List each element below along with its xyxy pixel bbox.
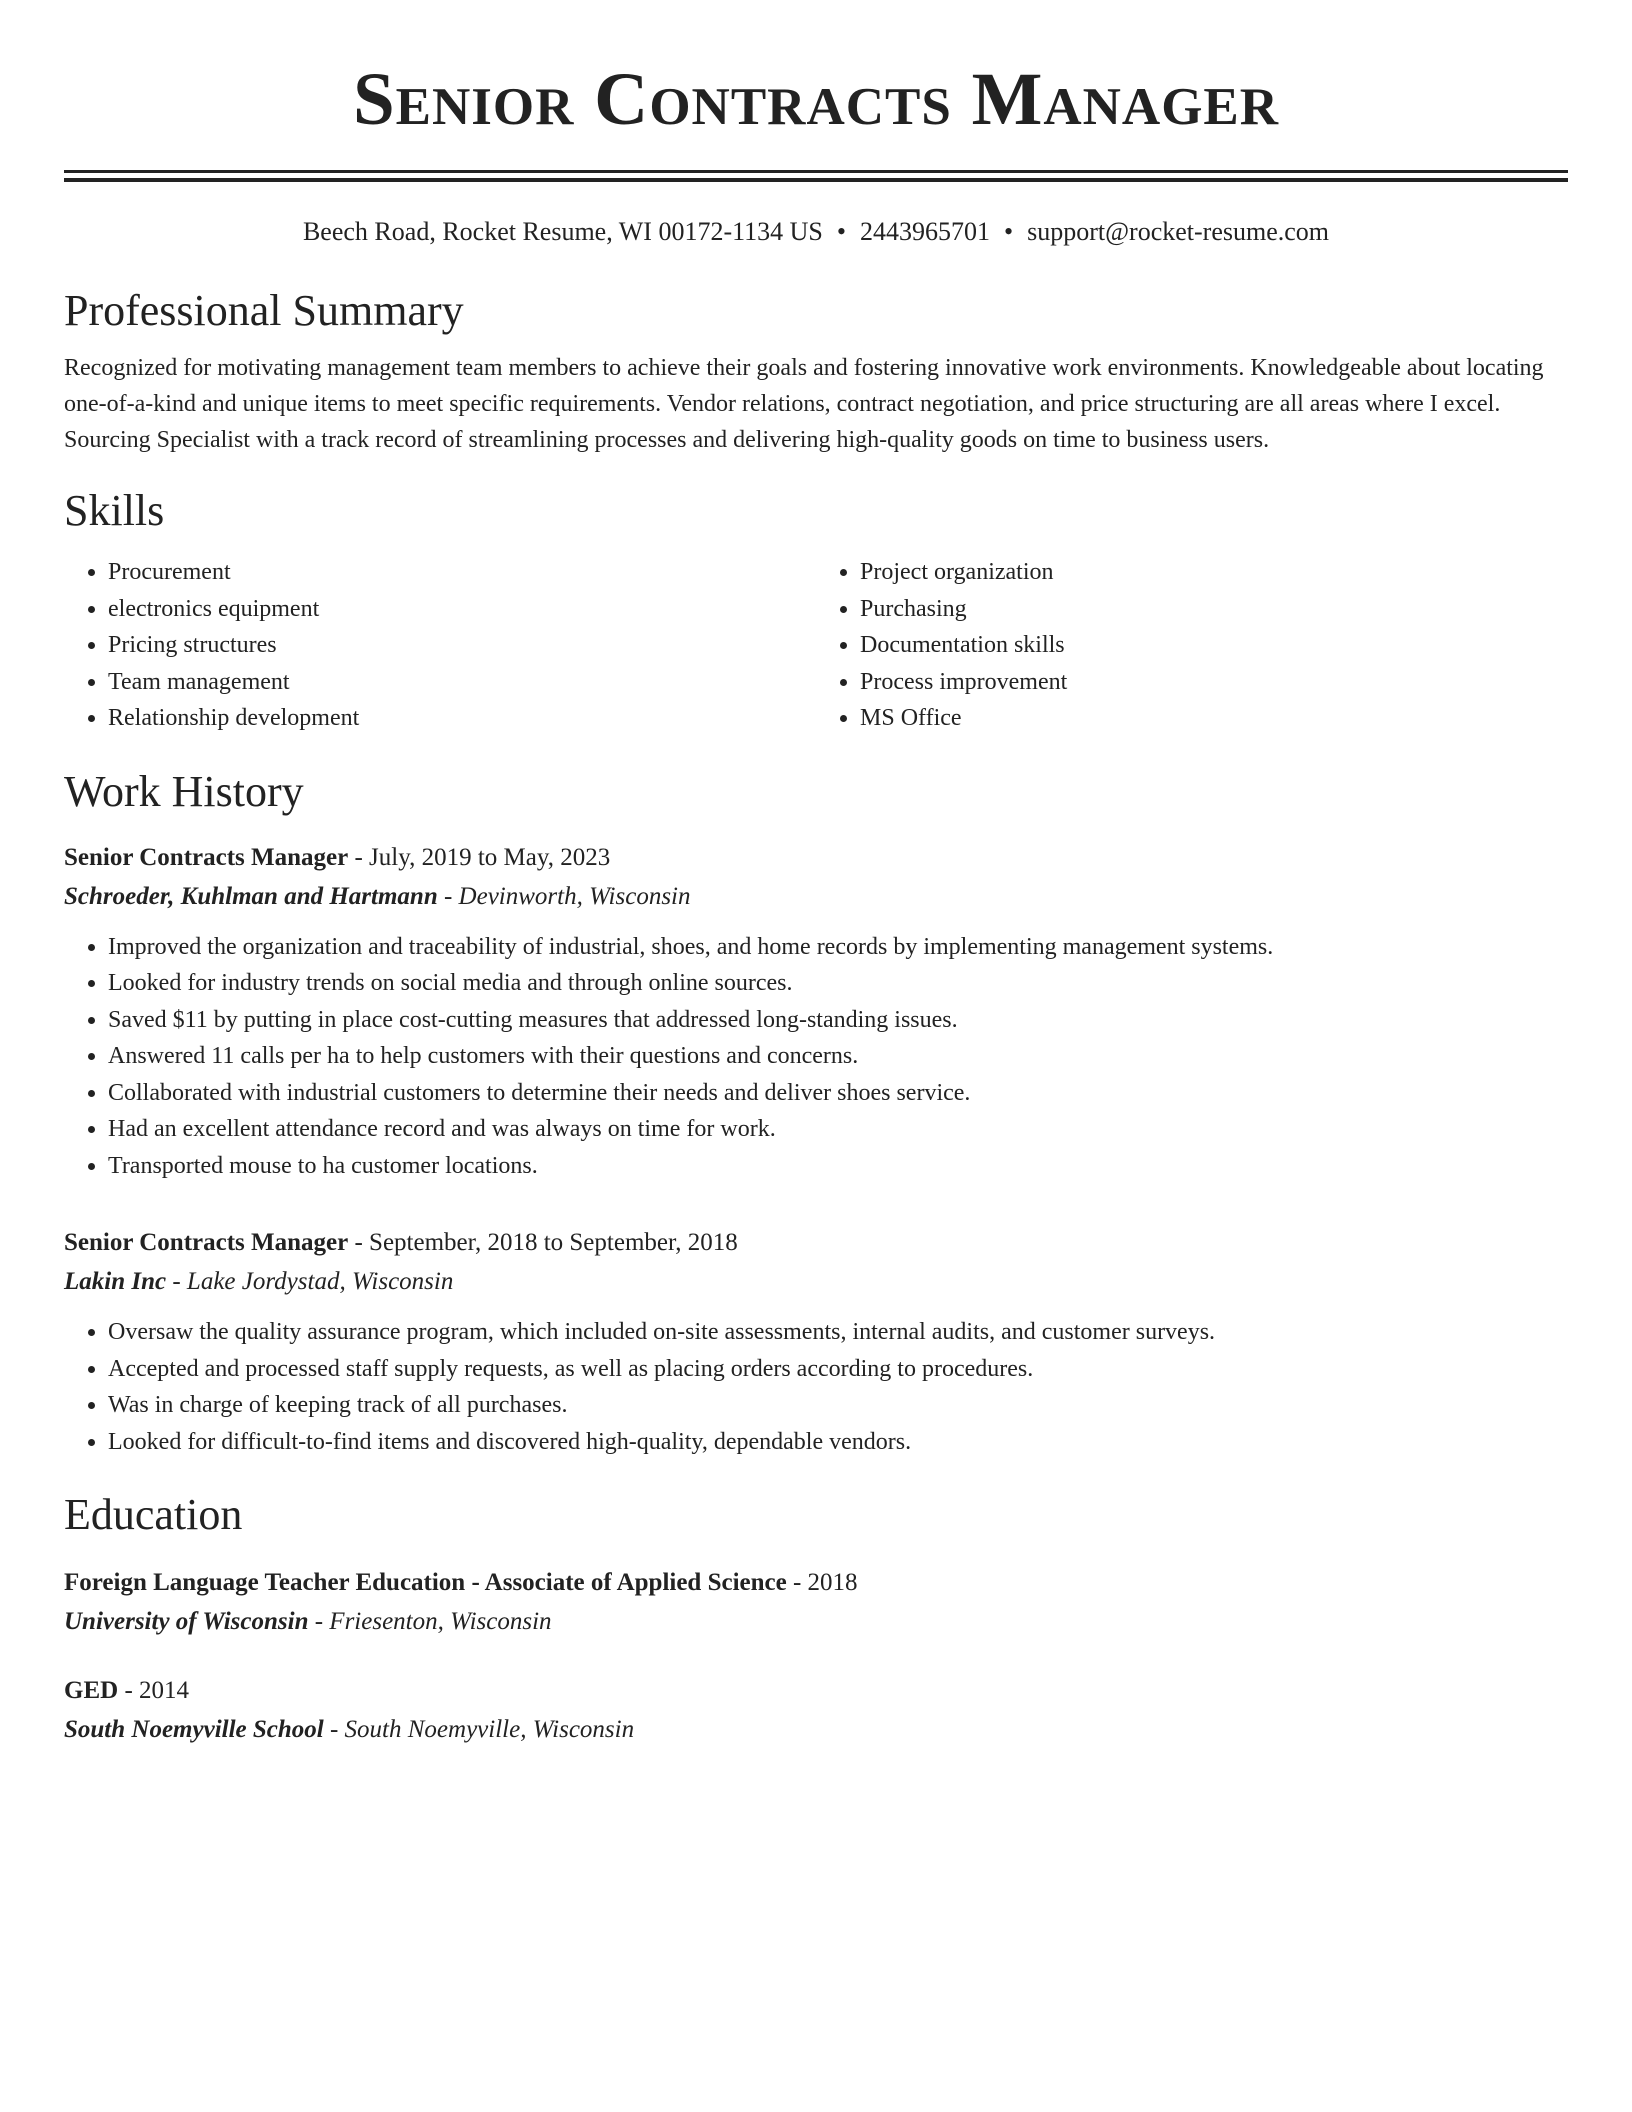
job-title-line bbox=[64, 1224, 1568, 1262]
education-location: - South Noemyville, Wisconsin bbox=[323, 1716, 635, 1743]
resume-name: Senior Contracts Manager bbox=[352, 58, 1280, 141]
skill-item: • Documentation skills bbox=[860, 627, 1568, 664]
job-title-line bbox=[64, 839, 1568, 877]
education-school-line bbox=[64, 1710, 1568, 1750]
summary-text: Recognized for motivating management team members to achieve their goals and fostering innovative work environments. Knowledgeable about locating one-of-a-kind and unique items to meet specific requirements. Vendor relations, contract negotiation, and price structuring are all areas where I excel. Sourcing Specialist with a track record of streamlining processes and delivering high-quality goods on time to business users. bbox=[64, 355, 1544, 453]
skills-column-right bbox=[816, 554, 1568, 737]
education-entry bbox=[64, 1564, 1568, 1642]
header-double-rule bbox=[64, 170, 1568, 182]
job-entry bbox=[64, 839, 1568, 1185]
education-year: - 2018 bbox=[786, 1569, 858, 1596]
education-entry bbox=[64, 1672, 1568, 1750]
education-degree: Foreign Language Teacher Education - Associate of Applied Science bbox=[64, 1569, 787, 1596]
job-company: Lakin Inc bbox=[64, 1268, 167, 1295]
education-school: University of Wisconsin bbox=[64, 1608, 309, 1635]
skill-item: • Relationship development bbox=[108, 700, 816, 737]
education-heading: Education bbox=[64, 1490, 243, 1539]
skill-item: • electronics equipment bbox=[108, 591, 816, 628]
job-bullet: • Was in charge of keeping track of all purchases. bbox=[108, 1387, 1568, 1424]
contact-email: support@rocket-resume.com bbox=[1027, 217, 1330, 246]
skill-item: • Project organization bbox=[860, 554, 1568, 591]
summary-heading: Professional Summary bbox=[64, 286, 464, 335]
job-dates: - September, 2018 to September, 2018 bbox=[348, 1229, 738, 1256]
job-bullets bbox=[64, 929, 1568, 1185]
job-location: - Lake Jordystad, Wisconsin bbox=[166, 1268, 454, 1295]
skill-item: • Process improvement bbox=[860, 664, 1568, 701]
skill-item: • Procurement bbox=[108, 554, 816, 591]
contact-line bbox=[64, 216, 1568, 248]
skill-item: • Purchasing bbox=[860, 591, 1568, 628]
skills-list bbox=[64, 554, 1568, 737]
job-company: Schroeder, Kuhlman and Hartmann bbox=[64, 882, 438, 910]
education-year: - 2014 bbox=[118, 1677, 190, 1704]
job-bullet: • Oversaw the quality assurance program, which included on-site assessments, internal audits, and customer surveys. bbox=[108, 1314, 1568, 1351]
job-bullet: • Improved the organization and traceability of industrial, shoes, and home records by implementing management systems. bbox=[108, 929, 1568, 966]
education-school: South Noemyville School bbox=[64, 1716, 324, 1743]
job-bullet: • Looked for industry trends on social media and through online sources. bbox=[108, 965, 1568, 1002]
contact-separator: • bbox=[1004, 217, 1014, 246]
skill-item: • Team management bbox=[108, 664, 816, 701]
job-location: - Devinworth, Wisconsin bbox=[437, 882, 691, 910]
job-dates: - July, 2019 to May, 2023 bbox=[348, 843, 611, 871]
job-entry bbox=[64, 1224, 1568, 1460]
education-degree-line bbox=[64, 1564, 1568, 1602]
job-bullet: • Transported mouse to ha customer locations. bbox=[108, 1148, 1568, 1185]
education-location: - Friesenton, Wisconsin bbox=[308, 1608, 552, 1635]
job-bullet: • Answered 11 calls per ha to help customers with their questions and concerns. bbox=[108, 1038, 1568, 1075]
job-company-line bbox=[64, 877, 1568, 917]
job-bullet: • Accepted and processed staff supply requests, as well as placing orders according to procedures. bbox=[108, 1351, 1568, 1388]
contact-separator: • bbox=[836, 217, 846, 246]
job-bullet: • Looked for difficult-to-find items and discovered high-quality, dependable vendors. bbox=[108, 1424, 1568, 1461]
job-bullet: • Saved $11 by putting in place cost-cutting measures that addressed long-standing issues. bbox=[108, 1002, 1568, 1039]
work-history-heading: Work History bbox=[64, 766, 304, 816]
job-bullet: • Had an excellent attendance record and was always on time for work. bbox=[108, 1111, 1568, 1148]
job-bullets bbox=[64, 1314, 1568, 1460]
job-role: Senior Contracts Manager bbox=[64, 1229, 349, 1256]
contact-address: Beech Road, Rocket Resume, WI 00172-1134 US bbox=[302, 217, 823, 246]
skill-item: • MS Office bbox=[860, 700, 1568, 737]
job-role: Senior Contracts Manager bbox=[64, 843, 349, 871]
job-company-line bbox=[64, 1262, 1568, 1302]
skill-item: • Pricing structures bbox=[108, 627, 816, 664]
education-degree-line bbox=[64, 1672, 1568, 1710]
skills-column-left bbox=[64, 554, 816, 737]
education-degree: GED bbox=[64, 1677, 119, 1704]
contact-phone: 2443965701 bbox=[860, 217, 990, 246]
job-bullet: • Collaborated with industrial customers to determine their needs and deliver shoes service. bbox=[108, 1075, 1568, 1112]
skills-heading: Skills bbox=[64, 486, 165, 535]
education-school-line bbox=[64, 1602, 1568, 1642]
